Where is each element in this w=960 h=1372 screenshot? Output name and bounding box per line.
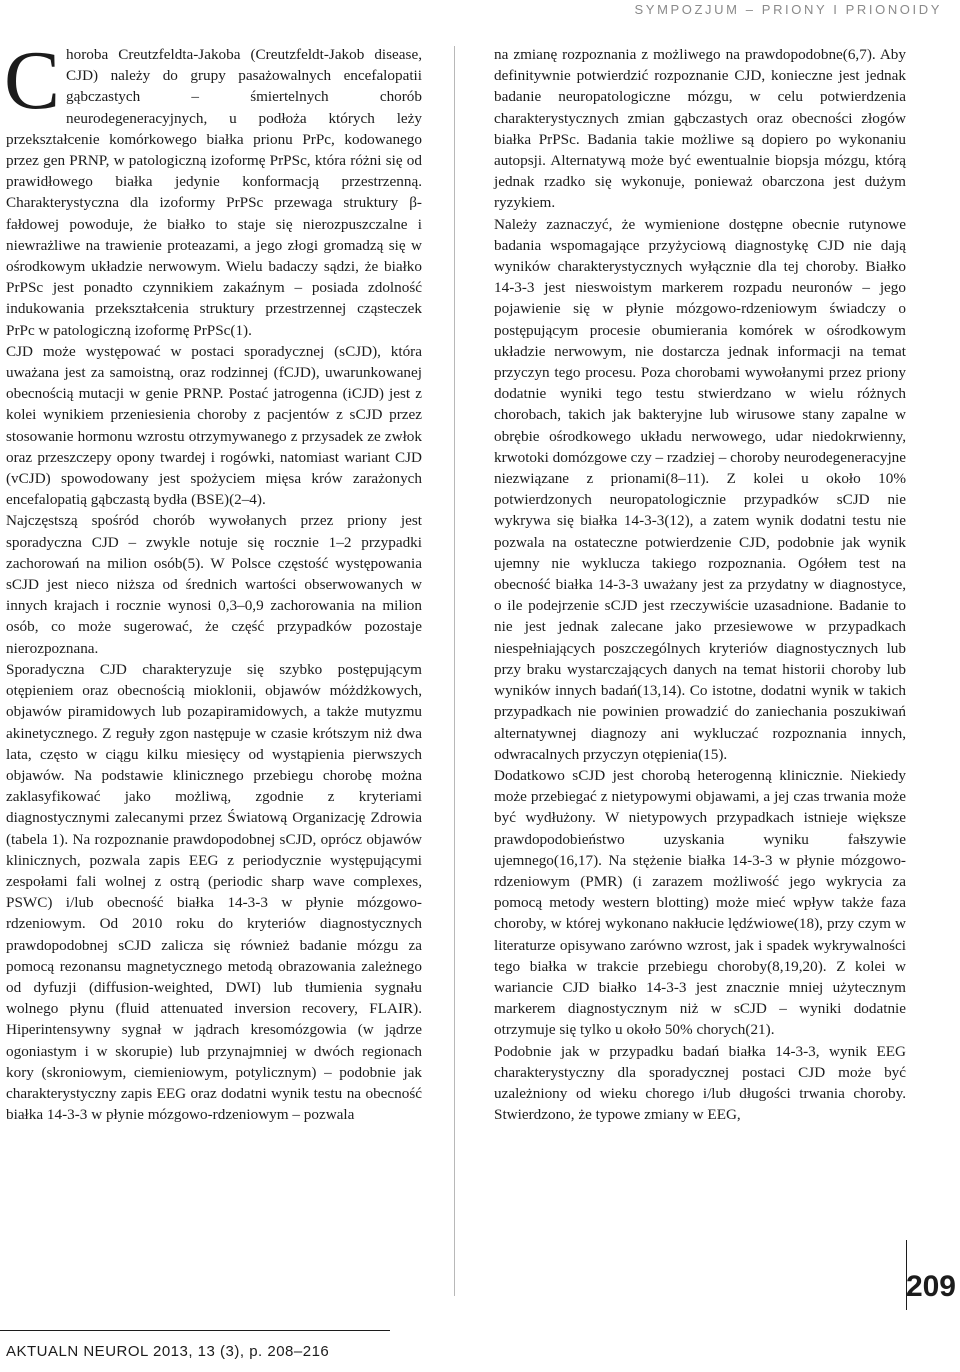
footer-rule — [0, 1330, 390, 1331]
paragraph: na zmianę rozpoznania z możliwego na prawdopodobne(6,7). Aby definitywnie potwierdzić rozpoznanie CJD, konieczne jest jednak badanie neuropatologiczne mózgu, w celu potwierdzenia charakterystycznych zmian gąbczastych oraz obecności złogów białka PrPSc. Badania takie możliwe są dopiero po wykonaniu autopsji. Alternatywą może być ewentualnie biopsja mózgu, którą jednak rzadko się wykonuje, ponieważ obarczona jest dużym ryzykiem. — [494, 46, 906, 212]
footer-citation: AKTUALN NEUROL 2013, 13 (3), p. 208–216 — [6, 1343, 330, 1360]
left-column — [4, 34, 422, 1125]
paragraph: Choroba Creutzfeldta-Jakoba (Creutzfeldt-Jakob disease, CJD) należy do grupy pasażowalnych encefalopatii gąbczastych – śmiertelnych chorób neurodegeneracyjnych, u podłoża których leży przekształcenie komórkowego białka prionu PrPc, kodowanego przez gen PRNP, w patologiczną izoformę PrPSc, która różni się od prawidłowego białka jedynie konformacją przestrzenną. Charakterystyczna dla izoformy PrPSc przewaga struktury β-fałdowej powoduje, że białko to staje się nierozpuszczalne i niewrażliwe na trawienie proteazami, a jego złogi gromadzą się w ośrodkowym układzie nerwowym. Wielu badaczy sądzi, że białko PrPSc jest ponadto czynnikiem zakaźnym – posiada zdolność indukowania przekształcenia struktury przestrzennej cząsteczek PrPc w patologiczną izoformę PrPSc(1). — [4, 34, 422, 339]
running-header: SYMPOZJUM – PRIONY I PRIONOIDY — [634, 2, 942, 17]
paragraph: Sporadyczna CJD charakteryzuje się szybko postępującym otępieniem oraz obecnością mioklonii, objawów móżdżkowych, objawów piramidowych lub pozapiramidowych, a także mutyzmu akinetycznego. Z reguły zgon następuje w czasie krótszym niż dwa lata, często w ciągu kilku miesięcy od wystąpienia pierwszych objawów. Na podstawie klinicznego przebiegu chorobę można zaklasyfikować jako możliwą, zgodnie z kryteriami diagnostycznymi zalecanymi przez Światową Organizację Zdrowia (tabela 1). Na rozpoznanie prawdopodobnej sCJD, oprócz objawów klinicznych, pozwala zapis EEG z periodycznie występującymi zespołami fali wolnej z ostrą (periodic sharp wave complexes, PSWC) i/lub obecność białka 14-3-3 w płynie mózgowo-rdzeniowym. Od 2010 roku do kryteriów diagnostycznych prawdopodobnej sCJD zalicza się również badanie mózgu za pomocą rezonansu magnetycznego metodą obrazowania zależnego od dyfuzji (diffusion-weighted, DWI) lub tłumienia sygnału wolnego płynu (fluid attenuated inversion recovery, FLAIR). Hiperintensywny sygnał w jądrach kresomózgowia (w jądrze ogoniastym i w skorupie) lub przynajmniej w dwóch regionach kory (skroniowym, ciemieniowym, potylicznym) – podobnie jak charakterystyczny zapis EEG oraz dodatni wynik testu na obecność białka 14-3-3 w płynie mózgowo-rdzeniowym – pozwala — [6, 660, 422, 1124]
paragraph: CJD może występować w postaci sporadycznej (sCJD), która uważana jest za samoistną, oraz rodzinnej (fCJD), uwarunkowanej obecnością mutacji w genie PRNP. Postać jatrogenna (iCJD) jest z kolei wynikiem przeniesienia choroby z pacjentów z sCJD przez stosowanie hormonu wzrostu otrzymywanego z przysadek ze zwłok oraz przeszczepy opony twardej i rogówki, natomiast wariant CJD (vCJD) spowodowany jest spożyciem mięsa krów zarażonych encefalopatią gąbczastą bydła (BSE)(2–4). — [6, 342, 422, 509]
paragraph: Dodatkowo sCJD jest chorobą heterogenną klinicznie. Niekiedy może przebiegać z nietypowymi objawami, a jej czas trwania może być wydłużony. W nietypowych przypadkach istnieje większe prawdopodobieństwo uzyskania wyniku fałszywie ujemnego(16,17). Na stężenie białka 14-3-3 w płynie mózgowo-rdzeniowym (PMR) (i zarazem możliwość jego wykrycia za pomocą metody western blotting) może mieć wpływ także faza choroby, w której wykonano nakłucie lędźwiowe(18), przy czym w literaturze opisywano zarówno wzrost, jak i spadek wykrywalności tego białka w trakcie przebiegu choroby(8,19,20). Z kolei w wariancie CJD białko 14-3-3 jest znacznie mniej użytecznym markerem diagnostycznym niż w sCJD – wyniki dodatnie otrzymuje się tylko u około 50% chorych(21). — [494, 766, 906, 1039]
paragraph: Należy zaznaczyć, że wymienione dostępne obecnie rutynowe badania wspomagające przyżyciową diagnostykę CJD nie dają wyników charakterystycznych wyłącznie dla tej choroby. Białko 14-3-3 jest nieswoistym markerem rozpadu neuronów – jego pojawienie się w płynie mózgowo-rdzeniowym świadczy o postępującym procesie obumierania komórek w ośrodkowym układzie nerwowym, nie dostarcza jednak informacji na temat przyczyn tego procesu. Poza chorobami wywołanymi przez priony dodatnie wyniki tego testu stwierdzano w wielu różnych chorobach, takich jak bakteryjne lub wirusowe stany zapalne w obrębie ośrodkowego układu nerwowego, udar niedokrwienny, krwotoki domózgowe czy – rzadziej – choroby neurodegeneracyjne niezwiązane z prionami(8–11). Z kolei u około 10% potwierdzonych neuropatologicznie przypadków sCJD nie wykrywa się białka 14-3-3(12), a zatem wynik dodatni testu nie pozwala na ostateczne potwierdzenie CJD, podobnie jak wynik ujemny nie wyklucza takiego rozpoznania. Ogółem test na obecność białka 14-3-3 uważany jest za przydatny w diagnostyce, o ile podejrzenie sCJD jest rzeczywiście uzasadnione. Badanie to nie jest jednak zalecane jako przesiewowe w przypadkach niespełniających poszczególnych kryteriów diagnostycznych lub przy braku wystarczających danych na temat historii choroby lub wyników innych badań(13,14). Co istotne, dodatni wynik w takich przypadkach nie powinien prowadzić do zaniechania poszukiwań alternatywnej diagnozy ani wykluczać rozpoznania innych, odwracalnych przyczyn otępienia(15). — [494, 215, 907, 763]
column-divider — [454, 46, 455, 1296]
paragraph: Podobnie jak w przypadku badań białka 14-3-3, wynik EEG charakterystyczny dla sporadycznej postaci CJD może być uzależniony od wieku chorego i/lub długości trwania choroby. Stwierdzono, że typowe zmiany w EEG, — [494, 1042, 906, 1124]
paragraph: Najczęstszą spośród chorób wywołanych przez priony jest sporadyczna CJD – zwykle notuje się rocznie 1–2 przypadki zachorowań na milion osób(5). W Polsce częstość występowania sCJD jest nieco niższa od średnich wartości obserwowanych w innych krajach i rocznie wynosi 0,3–0,9 zachorowania na milion osób, co może sugerować, że część przypadków pozostaje nierozpoznana. — [6, 512, 422, 657]
page-number: 209 — [905, 1270, 956, 1303]
drop-cap: C — [4, 34, 61, 127]
right-column — [494, 44, 906, 1125]
